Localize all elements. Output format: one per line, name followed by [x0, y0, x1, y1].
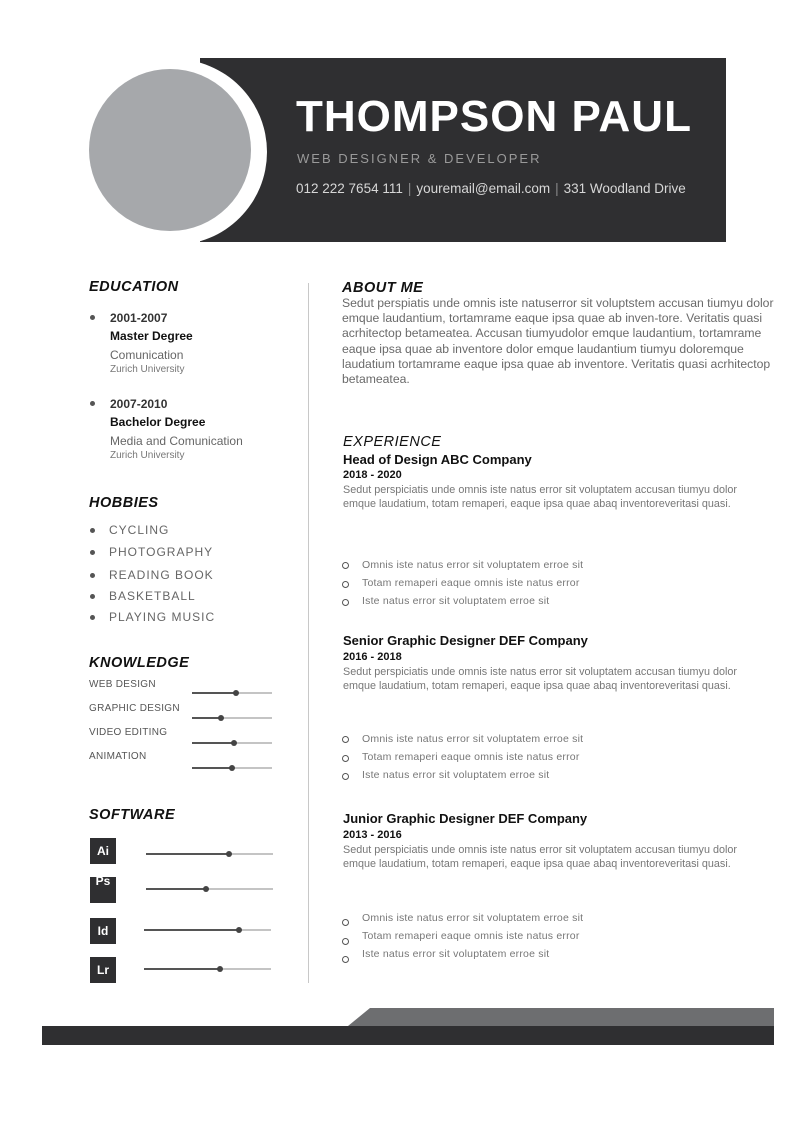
- job-bullet-item: Totam remaperi eaque omnis iste natus error: [362, 930, 580, 942]
- footer-bar: [42, 1026, 774, 1045]
- skill-label: WEB DESIGN: [89, 679, 156, 690]
- header-banner: [200, 58, 726, 242]
- skill-bar: [192, 767, 272, 769]
- illustrator-icon: Ai: [90, 838, 116, 864]
- job-bullet-item: Omnis iste natus error sit voluptatem erroe sit: [362, 912, 584, 924]
- job-bullet-item: Omnis iste natus error sit voluptatem erroe sit: [362, 559, 584, 571]
- skill-bar-fill: [192, 742, 234, 744]
- street-address: 331 Woodland Drive: [563, 181, 686, 196]
- education-degree: Master Degree: [110, 329, 193, 343]
- education-heading: EDUCATION: [89, 279, 179, 295]
- job-bullet-item: Totam remaperi eaque omnis iste natus error: [362, 577, 580, 589]
- job-dates: 2016 - 2018: [343, 651, 402, 663]
- education-school: Zurich University: [110, 364, 185, 375]
- circle-bullet-icon: [342, 773, 349, 780]
- job-title: Junior Graphic Designer DEF Company: [343, 811, 588, 826]
- profile-photo-placeholder: [89, 69, 251, 231]
- education-degree: Bachelor Degree: [110, 415, 206, 429]
- circle-bullet-icon: [342, 956, 349, 963]
- software-skill-bar: [144, 968, 271, 970]
- skill-bar: [192, 742, 272, 744]
- hobby-bullet: [90, 594, 95, 599]
- indesign-icon: Id: [90, 918, 116, 944]
- software-skill-bar: [146, 888, 273, 890]
- circle-bullet-icon: [342, 562, 349, 569]
- education-field: Comunication: [110, 348, 184, 362]
- skill-label: VIDEO EDITING: [89, 727, 168, 738]
- skill-label: GRAPHIC DESIGN: [89, 703, 180, 714]
- job-title: Head of Design ABC Company: [343, 452, 532, 467]
- circle-bullet-icon: [342, 736, 349, 743]
- software-level-knob: [236, 927, 242, 933]
- skill-bar-fill: [192, 717, 221, 719]
- knowledge-heading: KNOWLEDGE: [89, 655, 190, 671]
- software-bar-fill: [144, 968, 220, 970]
- skill-bar: [192, 717, 272, 719]
- hobby-item: CYCLING: [109, 523, 170, 537]
- job-bullet-item: Omnis iste natus error sit voluptatem erroe sit: [362, 733, 584, 745]
- skill-bar-fill: [192, 767, 232, 769]
- skill-bar-fill: [192, 692, 236, 694]
- skill-level-knob: [229, 765, 235, 771]
- separator: |: [407, 181, 412, 196]
- job-dates: 2013 - 2016: [343, 829, 402, 841]
- about-heading: ABOUT ME: [342, 280, 424, 296]
- hobby-item: PHOTOGRAPHY: [109, 545, 214, 559]
- circle-bullet-icon: [342, 938, 349, 945]
- phone-number: 012 222 7654 111: [296, 181, 403, 196]
- lightroom-icon: Lr: [90, 957, 116, 983]
- job-dates: 2018 - 2020: [343, 469, 402, 481]
- software-heading: SOFTWARE: [89, 807, 176, 823]
- about-text: Sedut perspiatis unde omnis iste natuserror sit voluptstem accusan tiumyu dolor emque laudantium, tortamrame eaque ipsa quae ab inven-tore. Veritatis quasi acrhitectop betameatea. Accusan tiumyudolor emque laudantium, tortamrame eaque ipsa quae ab inventore dolor emque laudantium tiumyu doloremque laudatium tortamrame eaque ipsa quae ab inventore. Veritatis quasi acrhitectop betameatea.: [342, 296, 774, 387]
- hobby-bullet: [90, 528, 95, 533]
- software-skill-bar: [144, 929, 271, 931]
- hobby-item: PLAYING MUSIC: [109, 610, 216, 624]
- hobbies-heading: HOBBIES: [89, 495, 159, 511]
- software-bar-fill: [146, 853, 229, 855]
- contact-line: [296, 181, 686, 196]
- circle-bullet-icon: [342, 919, 349, 926]
- skill-level-knob: [218, 715, 224, 721]
- circle-bullet-icon: [342, 599, 349, 606]
- hobby-bullet: [90, 550, 95, 555]
- circle-bullet-icon: [342, 581, 349, 588]
- hobby-item: READING BOOK: [109, 568, 214, 582]
- skill-bar: [192, 692, 272, 694]
- job-title: Senior Graphic Designer DEF Company: [343, 633, 588, 648]
- job-bullet-item: Iste natus error sit voluptatem erroe sit: [362, 769, 550, 781]
- software-bar-fill: [144, 929, 239, 931]
- education-bullet: [90, 315, 95, 320]
- job-description: Sedut perspiciatis unde omnis iste natus error sit voluptatem accusan tiumyu dolor emque laudatium, totam remaperi, eaque ipsa quae abaq inventoreveritasi quasi.: [343, 484, 737, 510]
- candidate-title: WEB DESIGNER & DEVELOPER: [297, 151, 542, 166]
- software-skill-bar: [146, 853, 273, 855]
- column-divider: [308, 283, 309, 983]
- skill-label: ANIMATION: [89, 751, 147, 762]
- hobby-bullet: [90, 615, 95, 620]
- footer-accent-bar: [370, 1008, 774, 1026]
- job-bullet-item: Totam remaperi eaque omnis iste natus error: [362, 751, 580, 763]
- experience-heading: EXPERIENCE: [343, 434, 442, 450]
- footer-accent-wedge: [348, 1008, 370, 1026]
- hobby-bullet: [90, 573, 95, 578]
- skill-level-knob: [231, 740, 237, 746]
- skill-level-knob: [233, 690, 239, 696]
- circle-bullet-icon: [342, 755, 349, 762]
- education-field: Media and Comunication: [110, 434, 243, 448]
- software-level-knob: [226, 851, 232, 857]
- software-level-knob: [203, 886, 209, 892]
- software-bar-fill: [146, 888, 206, 890]
- job-bullet-item: Iste natus error sit voluptatem erroe sit: [362, 948, 550, 960]
- job-description: Sedut perspiciatis unde omnis iste natus error sit voluptatem accusan tiumyu dolor emque laudatium, totam remaperi, eaque ipsa quae abaq inventoreveritasi quasi.: [343, 844, 737, 870]
- email-address: youremail@email.com: [416, 181, 551, 196]
- education-years: 2001-2007: [110, 311, 168, 325]
- software-level-knob: [217, 966, 223, 972]
- job-bullet-item: Iste natus error sit voluptatem erroe sit: [362, 595, 550, 607]
- job-description: Sedut perspiciatis unde omnis iste natus error sit voluptatem accusan tiumyu dolor emque laudatium, totam remaperi, eaque ipsa quae abaq inventoreveritasi quasi.: [343, 666, 737, 692]
- separator: |: [555, 181, 559, 196]
- candidate-name: THOMPSON PAUL: [296, 92, 692, 141]
- education-school: Zurich University: [110, 450, 185, 461]
- education-bullet: [90, 401, 95, 406]
- photoshop-icon: Ps: [90, 877, 116, 903]
- education-years: 2007-2010: [110, 397, 168, 411]
- hobby-item: BASKETBALL: [109, 589, 196, 603]
